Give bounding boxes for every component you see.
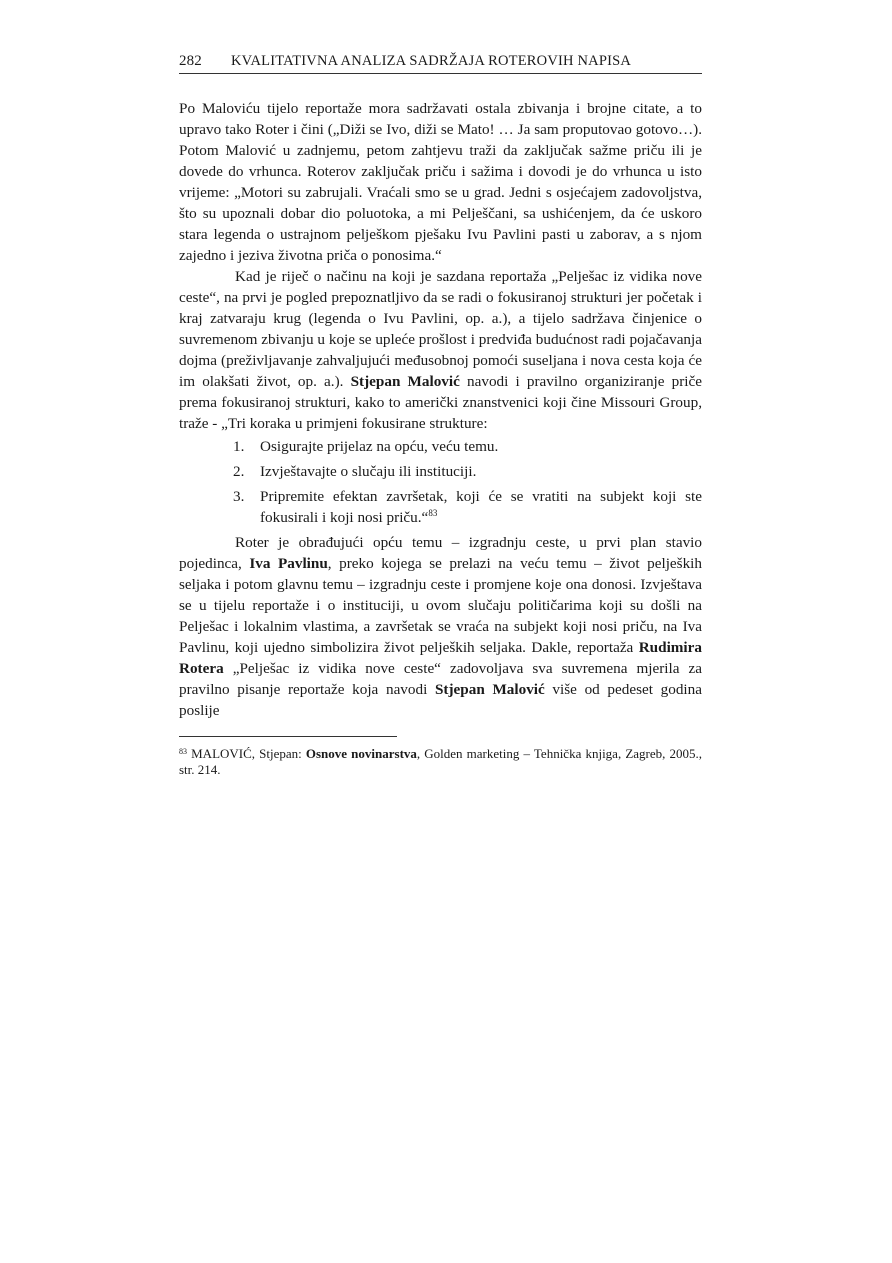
running-title: KVALITATIVNA ANALIZA SADRŽAJA ROTEROVIH NAPISA	[231, 53, 632, 69]
footnote-book-title: Osnove novinarstva	[305, 746, 417, 761]
paragraph-2: Kad je riječ o načinu na koji je sazdana reportaža „Pelješac iz vidika nove ceste“, na prvi je pogled prepoznatljivo da se radi o fokusiranoj strukturi jer početak i kraj zatvaraju krug (legenda o Ivu Pavlini, op. a.), a tijelo sadržava činjenice o suvremenom zbivanju u koje se upleće prošlost i predviđa budućnost radi pojačavanja dojma (preživljavanje zahvaljujući međusobnoj pomoći suseljana i nova cesta koja će im olakšati život, op. a.). Stjepan Malović navodi i pravilno organiziranje priče prema fokusiranoj strukturi, kako to američki znanstvenici koji čine Missouri Group, traže - „Tri koraka u primjeni fokusirane strukture:	[179, 268, 703, 432]
document-page	[179, 52, 702, 778]
footnote-marker: 83	[179, 747, 187, 756]
bold-name: Iva Pavlinu	[249, 555, 328, 572]
paragraph-1: Po Maloviću tijelo reportaže mora sadržavati ostala zbivanja i brojne citate, a to upravo tako Roter i čini („Diži se Ivo, diži se Mato! … Ja sam proputovao gotovo…). Potom Malović u zadnjemu, petom zahtjevu traži da zaključak sažme priču ili je dovede do vrhunca. Roterov zaključak priču i sažima i dovodi je do vrhunca u isto vrijeme: „Motori su zabrujali. Vraćali smo se u grad. Jedni s osjećajem zadovoljstva, što su upoznali dobar dio poluotoka, a mi Pelješčani, sa ushićenjem, da će uskoro stara legenda o ustrajnom pelješkom pješaku Ivu Pavlini pasti u zaborav, a s njom zajedno i jeziva životna priča o ponosima.“	[179, 100, 702, 264]
paragraph-3: Roter je obrađujući opću temu – izgradnju ceste, u prvi plan stavio pojedinca, Iva Pavlinu, preko kojega se prelazi na veću temu – život peljeških seljaka i potom glavnu temu – izgradnju ceste i promjene koje ona donosi. Izvještava se u tijelu reportaže i o instituciji, u ovom slučaju političarima koji su došli na Pelješac i lokalnim vlastima, a završetak se vraća na subjekt koji nosi priču, na Iva Pavlinu, koji ujedno simbolizira život peljeških seljaka. Dakle, reportaža Rudimira Rotera „Pelješac iz vidika nove ceste“ zadovoljava sva suvremena mjerila za pravilno pisanje reportaže koja navodi Stjepan Malović više od pedeset godina poslije	[179, 534, 702, 719]
body-text	[179, 98, 702, 721]
running-header	[179, 52, 702, 74]
bold-name: Stjepan Malović	[434, 681, 545, 698]
footnote-separator	[179, 736, 397, 737]
footnote-ref[interactable]: 83	[428, 508, 438, 518]
list-item: 1. Osigurajte prijelaz na opću, veću temu.	[233, 438, 499, 455]
footnote: $^{83}$ MALOVIĆ, Stjepan: Osnove novinarstva, Golden marketing – Tehnička knjiga, Zagreb, 2005., str. 214.	[179, 746, 703, 777]
list-item: 2. Izvještavajte o slučaju ili instituciji.	[233, 463, 477, 480]
steps-list	[179, 436, 702, 528]
bold-name: Rudimira Rotera	[179, 639, 702, 677]
page-number: 282	[179, 53, 202, 69]
author-name-bold: Stjepan Malović	[350, 373, 460, 390]
list-item: 3. Pripremite efektan završetak, koji će se vratiti na subjekt koji ste fokusirali i koji nosi priču.“$^{83}$	[233, 488, 702, 526]
